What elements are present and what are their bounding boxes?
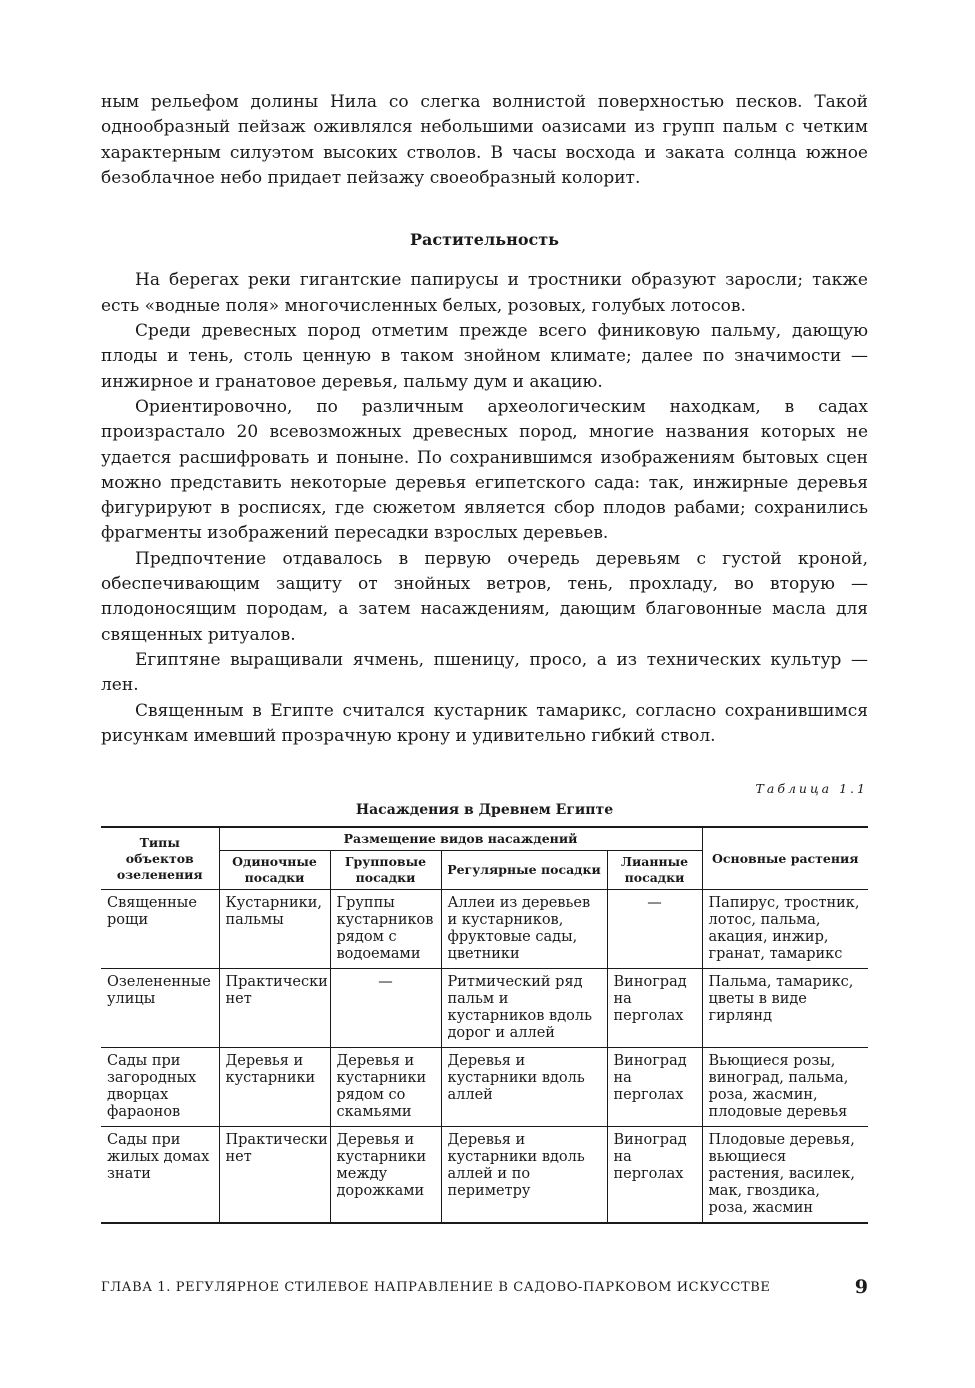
table-cell: Группы кустарников рядом с водоемами xyxy=(330,890,441,969)
plantings-table xyxy=(101,826,868,1224)
subheader-single: Одиночные посадки xyxy=(219,851,330,890)
header-object-types: Типы объектов озеленения xyxy=(101,827,219,890)
table-cell: Аллеи из деревьев и кустарников, фруктовые сады, цветники xyxy=(441,890,607,969)
table-cell: Виноград на перголах xyxy=(607,969,702,1048)
page-content xyxy=(101,90,868,1224)
table-cell: Вьющиеся розы, виноград, пальма, роза, жасмин, плодовые деревья xyxy=(702,1048,868,1127)
table-label: Таблица 1.1 xyxy=(755,781,868,797)
table-cell: — xyxy=(607,890,702,969)
header-placement: Размещение видов насаждений xyxy=(219,827,702,851)
subheader-vine: Лианные посадки xyxy=(607,851,702,890)
table-cell: Папирус, тростник, лотос, пальма, акация, инжир, гранат, тамарикс xyxy=(702,890,868,969)
table-row xyxy=(101,969,868,1048)
table-cell: Виноград на перголах xyxy=(607,1127,702,1224)
table-cell: Озелененные улицы xyxy=(101,969,219,1048)
section-heading: Растительность xyxy=(409,230,560,250)
body-text xyxy=(101,90,868,749)
table-cell: Деревья и кустарники рядом со скамьями xyxy=(330,1048,441,1127)
table-cell: Пальма, тамарикс, цветы в виде гирлянд xyxy=(702,969,868,1048)
paragraph: Среди древесных пород отметим прежде всего финиковую пальму, дающую плоды и тень, столь ценную в таком знойном климате; далее по значимости — инжирное и гранатовое деревья, пальму дум и акацию. xyxy=(101,321,868,392)
table-row xyxy=(101,890,868,969)
subheader-regular: Регулярные посадки xyxy=(441,851,607,890)
table-cell: Ритмический ряд пальм и кустарников вдоль дорог и аллей xyxy=(441,969,607,1048)
table-cell: Сады при загородных дворцах фараонов xyxy=(101,1048,219,1127)
table-cell: Деревья и кустарники между дорожками xyxy=(330,1127,441,1224)
paragraph: Священным в Египте считался кустарник тамарикс, согласно сохранившимся рисункам имевший прозрачную крону и удивительно гибкий ствол. xyxy=(101,700,868,746)
table-cell: Практически нет xyxy=(219,969,330,1048)
page-number: 9 xyxy=(854,1276,868,1298)
paragraph: Ориентировочно, по различным археологическим находкам, в садах произрастало 20 всевозможных древесных пород, многие названия которых не удается расшифровать и поныне. По сохранившимся изображениям бытовых сцен можно представить некоторые деревья египетского сада: так, инжирные деревья фигурируют в росписях, где сюжетом является сбор плодов рабами; сохранились фрагменты изображений пересадки взрослых деревьев. xyxy=(101,396,868,544)
table-row xyxy=(101,1048,868,1127)
table-cell: Кустарники, пальмы xyxy=(219,890,330,969)
paragraph: Египтяне выращивали ячмень, пшеницу, просо, а из технических культур — лен. xyxy=(101,649,868,696)
header-main-plants: Основные растения xyxy=(702,827,868,890)
table-cell: Священные рощи xyxy=(101,890,219,969)
table-cell: Деревья и кустарники xyxy=(219,1048,330,1127)
table-cell: Виноград на перголах xyxy=(607,1048,702,1127)
table-cell: — xyxy=(330,969,441,1048)
table-cell: Практически нет xyxy=(219,1127,330,1224)
table-title: Насаждения в Древнем Египте xyxy=(355,802,614,819)
running-title: ГЛАВА 1. РЕГУЛЯРНОЕ СТИЛЕВОЕ НАПРАВЛЕНИЕ В САДОВО-ПАРКОВОМ ИСКУССТВЕ xyxy=(101,1280,771,1295)
table-cell: Деревья и кустарники вдоль аллей и по периметру xyxy=(441,1127,607,1224)
table-cell: Сады при жилых домах знати xyxy=(101,1127,219,1224)
intro-paragraph: ным рельефом долины Нила со слегка волнистой поверхностью песков. Такой однообразный пейзаж оживлялся небольшими оазисами из групп пальм с четким характерным силуэтом высоких стволов. В часы восхода и заката солнца южное безоблачное небо придает пейзажу своеобразный колорит. xyxy=(101,92,868,188)
paragraph: Предпочтение отдавалось в первую очередь деревьям с густой кроной, обеспечивающим защиту от знойных ветров, тень, прохладу, во вторую — плодоносящим породам, а затем насаждениям, дающим благовонные масла для священных ритуалов. xyxy=(101,548,868,645)
subheader-group: Групповые посадки xyxy=(330,851,441,890)
paragraph: На берегах реки гигантские папирусы и тростники образуют заросли; также есть «водные поля» многочисленных белых, розовых, голубых лотосов. xyxy=(101,270,868,316)
table-cell: Плодовые деревья, вьющиеся растения, василек, мак, гвоздика, роза, жасмин xyxy=(702,1127,868,1224)
table-cell: Деревья и кустарники вдоль аллей xyxy=(441,1048,607,1127)
table-row xyxy=(101,1127,868,1224)
